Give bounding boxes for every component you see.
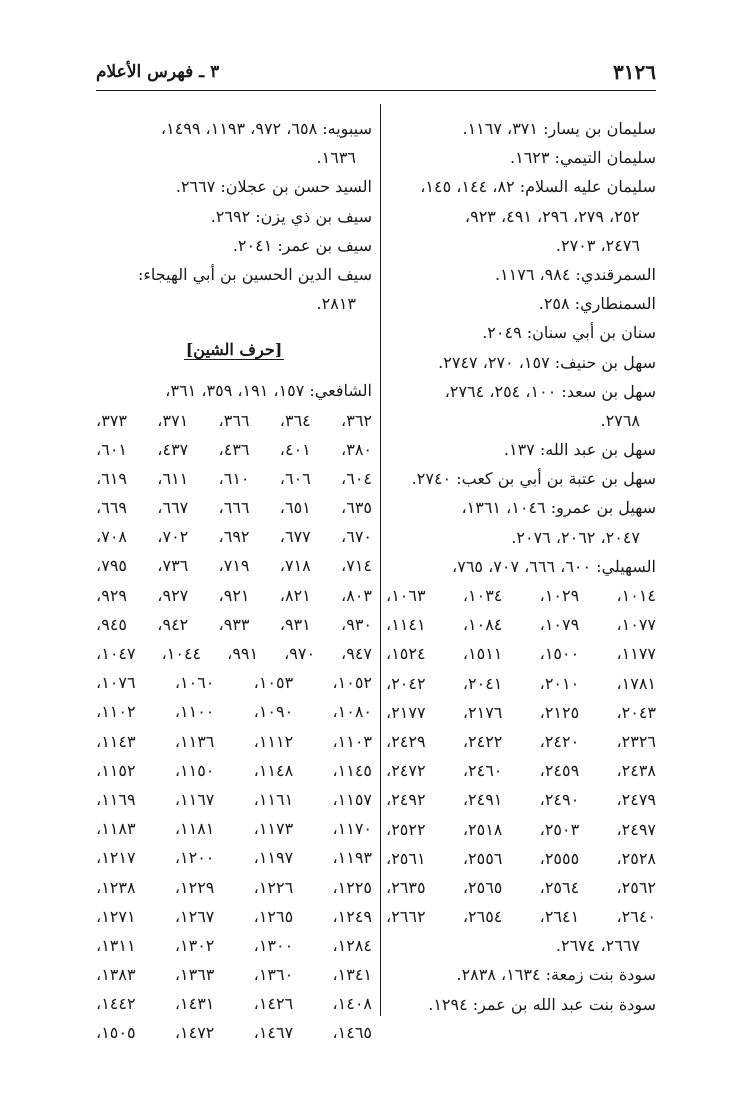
reference-row — [96, 756, 372, 785]
page-reference: ١٠٦٠، — [174, 673, 215, 693]
page-reference: ١١٨٣، — [96, 819, 136, 839]
index-entry: السيد حسن بن عجلان: ٢٦٦٧. — [175, 177, 372, 197]
page-reference: ٢٤٩٢، — [386, 790, 426, 810]
page-reference: ٢٥٦١، — [386, 848, 426, 868]
index-entry: سهل بن سعد: ١٠٠، ٢٥٤، ٢٧٦٤، — [444, 381, 656, 401]
page-reference: ٢٦٥٤، — [462, 907, 503, 927]
reference-row — [96, 610, 372, 639]
index-entry: سليمان بن يسار: ٣٧١، ١١٦٧. — [462, 119, 656, 138]
page-reference: ١١٠٢، — [96, 702, 136, 722]
page-reference: ١١١٢، — [253, 731, 294, 751]
page-reference: ١١٤٣، — [96, 731, 136, 751]
reference-row — [386, 581, 656, 610]
page-reference: ١٤٠٨، — [332, 994, 372, 1014]
index-entry: السمنطاري: ٢٥٨. — [538, 294, 656, 314]
reference-row — [96, 727, 372, 756]
page-reference: ٦٦٧، — [157, 498, 189, 518]
column-separator — [380, 104, 381, 1016]
page-reference: ٢٥٦٤، — [539, 877, 580, 897]
reference-row — [386, 815, 656, 844]
index-entry: سودة بنت زمعة: ١٦٣٤، ٢٨٣٨. — [456, 965, 656, 985]
reference-row — [96, 697, 372, 726]
page-reference: ١٣٦٠، — [253, 965, 294, 985]
index-entry: سهل بن عبد الله: ١٣٧. — [503, 440, 656, 460]
reference-row — [96, 843, 372, 872]
page-reference: ٦٦٦، — [218, 498, 250, 518]
page-reference: ١١٧٧، — [616, 644, 656, 664]
running-title: ٣ ـ فهرس الأعلام — [96, 62, 220, 82]
reference-row — [96, 1018, 372, 1047]
page-reference: ١٢٧١، — [96, 906, 136, 926]
page-reference: ١١٥٧، — [332, 789, 372, 809]
page-reference: ٧٣٦، — [157, 556, 189, 576]
page-reference: ١١٨١، — [174, 819, 215, 839]
page-reference: ١٥٠٥، — [96, 1023, 136, 1043]
index-entry-continuation: ٢٦٦٧، ٢٦٧٤. — [555, 936, 640, 956]
page-reference: ٨٢١، — [279, 585, 311, 605]
page-reference: ٦٣٥، — [341, 498, 372, 518]
reference-row — [386, 698, 656, 727]
page-reference: ٧٠٢، — [157, 527, 189, 547]
page-reference: ١٣١١، — [96, 935, 136, 955]
page-reference: ١١٥٢، — [96, 760, 136, 780]
page-number: ٣١٢٦ — [613, 60, 656, 84]
page-reference: ١٢٢٦، — [253, 877, 294, 897]
page-reference: ٣٦٢، — [341, 410, 372, 430]
page-reference: ١٠٦٣، — [386, 586, 426, 605]
index-entry: سهل بن عتبة بن أبي بن كعب: ٢٧٤٠. — [411, 469, 656, 489]
page-reference: ١٢٢٥، — [332, 877, 372, 897]
page-reference: ١٠٧٦، — [96, 673, 136, 693]
page-reference: ١٥٢٤، — [386, 644, 426, 664]
page-reference: ٣٦٦، — [218, 410, 250, 430]
index-entry: السمرقندي: ٩٨٤، ١١٧٦. — [494, 264, 656, 284]
page-reference: ٦١١، — [157, 468, 189, 488]
page-reference: ٢٤٢٢، — [462, 731, 503, 751]
page-reference: ٩٣١، — [279, 614, 311, 634]
page-reference: ٢٥٦٥، — [462, 877, 503, 897]
index-entry-continuation: ٢٧٦٨. — [600, 410, 640, 430]
page-reference: ١١٣٦، — [174, 731, 215, 751]
page-reference: ١٤٦٥، — [332, 1023, 372, 1043]
reference-row — [386, 844, 656, 873]
page-reference: ٩٢٩، — [96, 585, 127, 605]
page-reference: ٢٤٢٩، — [386, 731, 426, 751]
page-reference: ٦٠١، — [96, 439, 127, 459]
page-reference: ٢٦٤٠، — [616, 907, 656, 927]
reference-row — [96, 522, 372, 551]
page-reference: ١٢٣٨، — [96, 877, 136, 897]
page-reference: ١٠٧٧، — [616, 615, 656, 635]
reference-row — [96, 406, 372, 435]
left-column — [96, 114, 372, 1048]
page-reference: ١٣٠٢، — [174, 935, 215, 955]
page-reference: ٢٤٩١، — [462, 790, 503, 810]
page-reference: ٤٣٧، — [157, 439, 189, 459]
page-reference: ٢٤٩٧، — [616, 819, 656, 839]
page-reference: ٣٧٣، — [96, 410, 127, 430]
index-entry: سودة بنت عبد الله بن عمر: ١٢٩٤. — [428, 994, 656, 1014]
page-reference: ١٥٠٠، — [539, 644, 580, 664]
page-reference: ٢٦٣٥، — [386, 877, 426, 897]
page-reference: ١٠٩٠، — [253, 702, 294, 722]
reference-row — [96, 464, 372, 493]
page-reference: ١١٤٥، — [332, 760, 372, 780]
page-reference: ٢٤٥٩، — [539, 761, 580, 781]
page-reference: ١٢٢٩، — [174, 877, 215, 897]
page-reference: ٢٤٦٠، — [462, 761, 503, 781]
reference-row — [386, 669, 656, 698]
page-reference: ١٠٢٩، — [539, 586, 580, 605]
index-entry: السهيلي: ٦٠٠، ٦٦٦، ٧٠٧، ٧٦٥، — [452, 556, 656, 576]
index-entry: سنان بن أبي سنان: ٢٠٤٩. — [482, 323, 656, 343]
page-reference: ٦٩٢، — [218, 527, 250, 547]
reference-row — [96, 639, 372, 668]
reference-row — [386, 902, 656, 931]
index-entry-continuation: ٢٨١٣. — [316, 294, 356, 314]
page-reference: ٦١٠، — [218, 468, 250, 488]
page-reference: ٢٥٥٦، — [462, 848, 503, 868]
page-reference: ٢٤٧٢، — [386, 761, 426, 781]
page-reference: ٢١٧٦، — [462, 702, 503, 722]
reference-row — [96, 435, 372, 464]
page-reference: ١٢٤٩، — [332, 906, 372, 926]
page-reference: ٧٩٥، — [96, 556, 127, 576]
section-heading — [96, 332, 372, 376]
page-reference: ١٧٨١، — [616, 673, 656, 693]
page-reference: ٦٦٩، — [96, 498, 127, 518]
reference-row — [96, 668, 372, 697]
page-reference: ٤٠١، — [279, 439, 311, 459]
page-reference: ٢٠٤١، — [462, 673, 503, 693]
page-reference: ٩٤٧، — [341, 644, 372, 663]
page-reference: ٢٦٦٢، — [386, 907, 426, 927]
reference-row — [96, 814, 372, 843]
page-reference: ١١٠٠، — [174, 702, 215, 722]
page-reference: ١١٩٧، — [253, 848, 294, 868]
page-reference: ٩٢١، — [218, 585, 250, 605]
page-reference: ٢٥٢٨، — [616, 848, 656, 868]
page-reference: ١٤٢٦، — [253, 994, 294, 1014]
page-reference: ١٠٥٢، — [332, 673, 372, 693]
page-reference: ٢١٧٧، — [386, 702, 426, 722]
page-reference: ١٤٧٢، — [174, 1023, 215, 1043]
page-reference-grid — [96, 406, 372, 1048]
page-reference: ١١٦١، — [253, 789, 294, 809]
page-reference: ٩٣٠، — [341, 614, 372, 634]
page-reference: ١١٦٩، — [96, 789, 136, 809]
page-reference: ١٢٦٧، — [174, 906, 215, 926]
index-entry-continuation: ٢٥٢، ٢٧٩، ٢٩٦، ٤٩١، ٩٢٣، — [464, 206, 640, 226]
page-reference: ١١٧٣، — [253, 819, 294, 839]
page-reference: ٧١٨، — [279, 556, 311, 576]
reference-row — [386, 610, 656, 639]
page-reference: ٢٦٤١، — [539, 907, 580, 927]
index-entry: سهيل بن عمرو: ١٠٤٦، ١٣٦١، — [461, 498, 656, 518]
page-reference: ٧١٤، — [341, 556, 372, 576]
page-reference: ١٢١٧، — [96, 848, 136, 868]
reference-row — [96, 581, 372, 610]
page-reference: ٢٤٣٨، — [616, 761, 656, 781]
page-reference: ٨٠٣، — [341, 585, 372, 605]
index-entry: سهل بن حنيف: ١٥٧، ٢٧٠، ٢٧٤٧. — [438, 352, 656, 372]
reference-row — [96, 551, 372, 580]
page-reference: ٢٠١٠، — [539, 673, 580, 693]
page-reference: ٩٤٥، — [96, 614, 127, 634]
index-entry: سيف الدين الحسين بن أبي الهيجاء: — [137, 264, 372, 284]
page-reference: ١٠٨٠، — [332, 702, 372, 722]
page-reference: ٢٥٢٢، — [386, 819, 426, 839]
page-reference: ٤٣٦، — [218, 439, 250, 459]
page-reference: ١٢٦٥، — [253, 906, 294, 926]
reference-row — [386, 873, 656, 902]
reference-row — [386, 639, 656, 668]
page-reference: ٢٥٦٢، — [616, 877, 656, 897]
page-reference: ١٠٤٤، — [161, 644, 202, 663]
page-reference: ٦٠٤، — [341, 468, 372, 488]
page-reference: ٢٥١٨، — [462, 819, 503, 839]
page-reference: ٣٦٤، — [279, 410, 311, 430]
page-reference: ٦٧٠، — [341, 527, 372, 547]
reference-row — [96, 960, 372, 989]
reference-row — [96, 493, 372, 522]
page-reference: ٩٩١، — [227, 644, 259, 663]
page-reference: ٩٢٧، — [157, 585, 189, 605]
page-reference: ١١٦٧، — [174, 789, 215, 809]
page-reference: ١٠١٤، — [616, 586, 656, 605]
page-reference: ١١٤٨، — [253, 760, 294, 780]
page-reference: ٢٤٢٠، — [539, 731, 580, 751]
reference-row — [386, 727, 656, 756]
reference-row — [96, 785, 372, 814]
page-reference: ١٤٤٢، — [96, 994, 136, 1014]
page-reference: ٧٠٨، — [96, 527, 127, 547]
page-reference: ١١٤١، — [386, 615, 426, 635]
reference-row — [386, 756, 656, 785]
reference-row — [96, 873, 372, 902]
index-entry: الشافعي: ١٥٧، ١٩١، ٣٥٩، ٣٦١، — [165, 381, 372, 401]
page-reference: ٦٥١، — [279, 498, 311, 518]
page-reference: ١١٥٠، — [174, 760, 215, 780]
page-reference: ٢٠٤٢، — [386, 673, 426, 693]
page-reference: ١٣٤١، — [332, 965, 372, 985]
index-entry-continuation: ٢٤٧٦، ٢٧٠٣. — [555, 235, 640, 255]
index-entry-continuation: ٢٠٤٧، ٢٠٦٢، ٢٠٧٦. — [511, 527, 640, 547]
page-reference: ١٠٤٧، — [96, 644, 136, 663]
page-reference: ٦١٩، — [96, 468, 127, 488]
page-reference-grid — [386, 581, 656, 931]
page-reference: ١٢٠٠، — [174, 848, 215, 868]
page-reference: ٢٣٢٦، — [616, 731, 656, 751]
page-reference: ٩٧٠، — [284, 644, 316, 663]
page-reference: ٦٧٧، — [279, 527, 311, 547]
page-reference: ١٤٦٧، — [253, 1023, 294, 1043]
page-reference: ١٠٧٩، — [539, 615, 580, 635]
section-heading-text: [حرف الشين] — [185, 340, 283, 360]
page-reference: ١١٠٣، — [332, 731, 372, 751]
index-entry: سيبويه: ٦٥٨، ٩٧٢، ١١٩٣، ١٤٩٩، — [160, 119, 372, 138]
page-reference: ١٣٨٣، — [96, 965, 136, 985]
page-reference: ١٠٥٣، — [253, 673, 294, 693]
page-reference: ٩٤٢، — [157, 614, 189, 634]
index-entry-continuation: ١٦٣٦. — [316, 148, 356, 168]
index-entry: سيف بن ذي يزن: ٢٦٩٢. — [210, 206, 372, 226]
page-reference: ٢٥٠٣، — [539, 819, 580, 839]
page-reference: ٣٧١، — [157, 410, 189, 430]
page-reference: ١٠٣٤، — [462, 586, 503, 605]
page-reference: ١٤٣١، — [174, 994, 215, 1014]
page-reference: ٢٥٥٥، — [539, 848, 580, 868]
page-header — [96, 60, 656, 91]
index-entry: سليمان عليه السلام: ٨٢، ١٤٤، ١٤٥، — [420, 177, 656, 197]
page-reference: ٧١٩، — [218, 556, 250, 576]
page-reference: ١١٩٣، — [332, 848, 372, 868]
reference-row — [96, 931, 372, 960]
page-reference: ٢١٢٥، — [539, 702, 580, 722]
right-column — [386, 114, 656, 1019]
reference-row — [386, 785, 656, 814]
page-reference: ١٠٨٤، — [462, 615, 503, 635]
page-reference: ٣٨٠، — [341, 439, 372, 459]
page-reference: ٢٤٩٠، — [539, 790, 580, 810]
reference-row — [96, 902, 372, 931]
page-reference: ١٥١١، — [462, 644, 503, 664]
page-reference: ٢٠٤٣، — [616, 702, 656, 722]
page-reference: ١٣٠٠، — [253, 935, 294, 955]
page-reference: ١٢٨٤، — [332, 935, 372, 955]
index-entry: سيف بن عمر: ٢٠٤١. — [232, 235, 372, 255]
page-reference: ٩٣٣، — [218, 614, 250, 634]
page-reference: ١١٧٠، — [332, 819, 372, 839]
index-entry: سليمان التيمي: ١٦٢٣. — [510, 148, 656, 168]
page-reference: ٢٤٧٩، — [616, 790, 656, 810]
reference-row — [96, 989, 372, 1018]
page-reference: ٦٠٦، — [279, 468, 311, 488]
page-reference: ١٣٦٣، — [174, 965, 215, 985]
